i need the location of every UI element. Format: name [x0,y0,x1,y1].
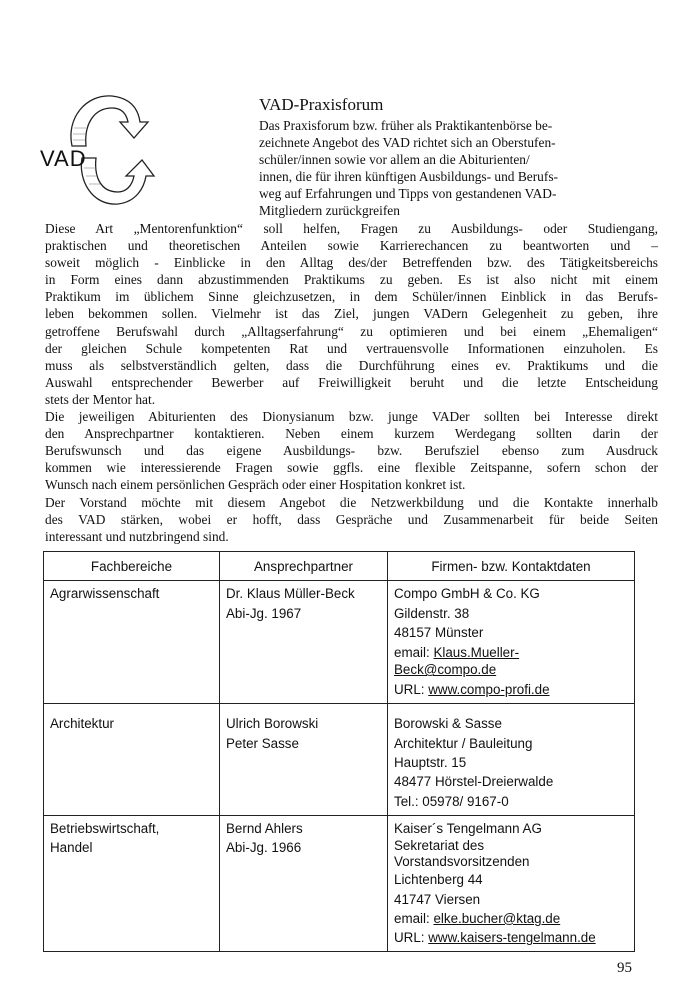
text-line: Das Praxisforum bzw. früher als Praktikantenbörse be- [259,118,553,133]
cell-line: Kaiser´s Tengelmann AG [394,820,542,836]
table-row [44,815,635,951]
url-link[interactable]: www.compo-profi.de [428,682,550,698]
cell-line: Abi-Jg. 1966 [226,840,302,856]
cell-line: Architektur / Bauleitung [394,735,533,751]
cell-line: Vorstandsvorsitzenden [394,854,530,870]
cell-line: 48477 Hörstel-Dreierwalde [394,774,554,790]
text-line: in Form eines dann abzustimmenden Praktikums zu geben. Es ist also nicht mit einem [45,272,658,288]
text-line: soweit möglich - Einblicke in den Alltag des/der Betreffenden bzw. des Tätigkeitsbereichs [45,255,658,271]
contact-cell [220,704,388,815]
table-row [44,581,635,704]
text-line: Wunsch nach einem persönlichen Gespräch oder einer Hospitation konkret ist. [45,477,466,493]
text-line: innen, die für ihren künftigen Ausbildungs- und Berufs- [259,169,559,184]
text-line: interessant und nutzbringend sind. [45,528,229,544]
cell-line: Ulrich Borowski [226,716,319,732]
cell-line: Lichtenberg 44 [394,872,483,888]
text-line: Berufswunsch und das eigene Ausbildungs- bzw. Berufsziel ebenso zum Ausdruck [45,443,658,459]
cell-line: Agrarwissenschaft [50,586,160,602]
text-line: schüler/innen sowie vor allem an die Abiturienten/ [259,152,530,167]
page-title: VAD-Praxisforum [259,95,384,114]
text-line: Diese Art „Mentorenfunktion“ soll helfen, Fragen zu Ausbildungs- oder Studiengang, [45,221,658,236]
url-label: URL: [394,930,429,946]
table-row [44,704,635,815]
text-line: stets der Mentor hat. [45,391,156,407]
column-header: Ansprechpartner [220,552,388,581]
text-line: Mitgliedern zurückgreifen [259,203,400,218]
url-label: URL: [394,682,429,698]
text-line: Auswahl entsprechender Bewerber auf Freiwilligkeit beruht und die letzte Entscheidung [45,374,658,390]
cell-line: Tel.: 05978/ 9167-0 [394,793,509,809]
field-cell [44,581,220,704]
text-line: des VAD stärken, wobei er hofft, dass Gespräche und Zusammenarbeit für beide Seiten [45,511,658,527]
contact-cell [220,815,388,951]
cell-line: Peter Sasse [226,735,299,751]
email-line [394,642,629,678]
text-line: Der Vorstand möchte mit diesem Angebot die Netzwerkbildung und die Kontakte innerhalb [45,494,658,510]
field-cell [44,815,220,951]
cell-line: Abi-Jg. 1967 [226,605,302,621]
email-link[interactable]: elke.bucher@ktag.de [433,910,561,926]
contacts-table [43,551,635,952]
table-header-row [44,552,635,581]
cell-line: Gildenstr. 38 [394,605,470,621]
text-line: praktischen und theoretischen Anteilen sowie Karrierechancen zu beantworten und – [45,238,658,254]
column-header: Fachbereiche [44,552,220,581]
email-label: email: [394,910,434,926]
text-line: muss als selbstverständlich gelten, dass die Durchführung eines ev. Praktikums und die [45,357,658,373]
contact-cell [220,581,388,704]
url-line [394,928,629,947]
cell-line: Borowski & Sasse [394,716,502,732]
cell-line: 41747 Viersen [394,891,481,907]
url-link[interactable]: www.kaisers-tengelmann.de [428,930,596,946]
logo-text: VAD [40,146,87,171]
company-cell [388,581,635,704]
cell-line: 48157 Münster [394,624,484,640]
cell-line: Betriebswirtschaft, [50,820,160,836]
page-number: 95 [617,960,632,976]
cell-line: Bernd Ahlers [226,820,303,836]
cell-line: Architektur [50,716,114,732]
text-line: den Ansprechpartner kontaktieren. Neben einem kurzem Werdegang sollten darin der [45,426,658,442]
text-line: Die jeweiligen Abiturienten des Dionysianum bzw. junge VADer sollten bei Interesse direkt [45,409,658,425]
text-line: weg auf Erfahrungen und Tipps von gestandenen VAD- [259,186,557,201]
text-line: zeichnete Angebot des VAD richtet sich an Oberstufen- [259,135,556,150]
company-cell [388,704,635,815]
cell-line: Compo GmbH & Co. KG [394,586,540,602]
cell-line: Sekretariat des [394,838,485,854]
email-link-continued[interactable]: Beck@compo.de [394,662,497,678]
column-header: Firmen- bzw. Kontaktdaten [388,552,635,581]
paragraph-mentoring [45,220,658,408]
text-line: Praktikum im üblichem Sinne gleichzusetzen, in dem Schüler/innen Einblick in das Berufs- [45,289,658,305]
paragraph-board [45,494,658,545]
cell-line: Hauptstr. 15 [394,755,467,771]
company-cell [388,815,635,951]
field-cell [44,704,220,815]
body-text [45,220,658,545]
text-line: kommen wie interessierende Fragen sowie ggfls. eine flexible Zeitspanne, sofern schon der [45,460,658,476]
text-line: leben bekommen sollen. Vielmehr ist das Ziel, jungen VADern Gelegenheit zu geben, ihre [45,306,658,322]
email-label: email: [394,645,434,661]
paragraph-contact [45,408,658,493]
email-line [394,909,629,928]
intro-paragraph [259,117,657,219]
cell-line: Dr. Klaus Müller-Beck [226,586,355,602]
email-link[interactable]: Klaus.Mueller- [433,645,520,661]
text-line: der gleichen Schule kompetenten Rat und vertrauensvolle Informationen einzuholen. Es [45,340,658,356]
url-line [394,678,629,699]
text-line: getroffene Berufswahl durch „Alltagserfahrung“ zu optimieren und bei einem „Ehemaligen“ [45,323,658,339]
cell-line: Handel [50,840,93,856]
